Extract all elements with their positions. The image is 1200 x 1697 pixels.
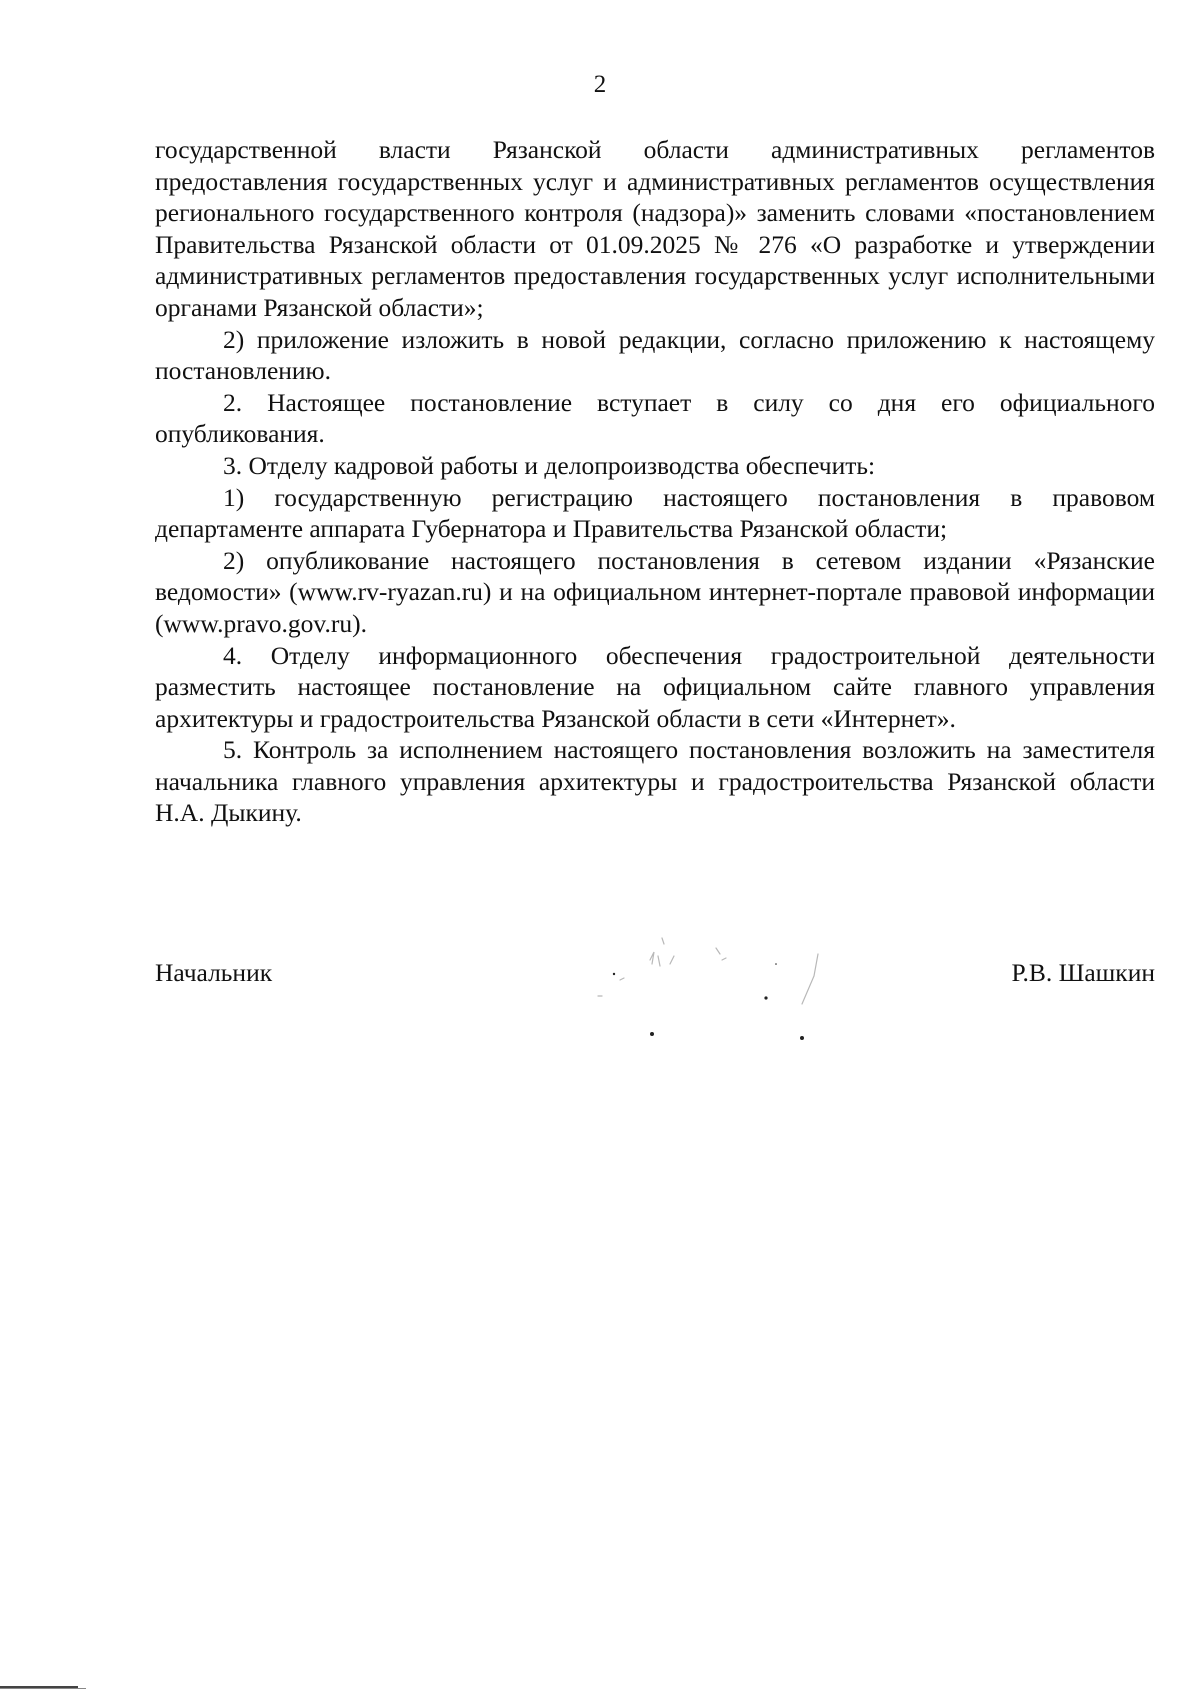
paragraph-item-3-subitem-1: 1) государственную регистрацию настоящего постановления в правовом департаменте аппарата Губернатора и Правительства Рязанской области;: [155, 482, 1155, 544]
document-body: [155, 134, 1155, 829]
paragraph-continuation: государственной власти Рязанской области административных регламентов предоставления государственных услуг и административных регламентов осуществления регионального государственного контроля (надзора)» заменить словами «постановлением Правительства Рязанской области от 01.09.2025 № 276 «О разработке и утверждении административных регламентов предоставления государственных услуг исполнительными органами Рязанской области»;: [155, 135, 1155, 322]
paragraph-subitem-2: 2) приложение изложить в новой редакции, согласно приложению к настоящему постановлению.: [155, 324, 1155, 386]
signatory-position: Начальник: [155, 958, 273, 987]
scan-edge-mark: [0, 1686, 86, 1690]
signatory-name: Р.В. Шашкин: [1011, 958, 1155, 987]
paragraph-item-4: 4. Отделу информационного обеспечения градостроительной деятельности разместить настоящее постановление на официальном сайте главного управления архитектуры и градостроительства Рязанской области в сети «Интернет».: [155, 640, 1155, 733]
paragraph-item-5: 5. Контроль за исполнением настоящего постановления возложить на заместителя начальника главного управления архитектуры и градостроительства Рязанской области Н.А. Дыкину.: [155, 735, 1155, 828]
handwritten-signature: [590, 930, 890, 1080]
paragraph-item-3-subitem-2: 2) опубликование настоящего постановления в сетевом издании «Рязанские ведомости» (www.rv-ryazan.ru) и на официальном интернет-портале правовой информации (www.pravo.gov.ru).: [155, 545, 1155, 638]
page-number: 2: [593, 71, 607, 98]
paragraph-item-2: 2. Настоящее постановление вступает в силу со дня его официального опубликования.: [155, 387, 1155, 449]
paragraph-item-3: 3. Отделу кадровой работы и делопроизводства обеспечить:: [223, 450, 876, 480]
